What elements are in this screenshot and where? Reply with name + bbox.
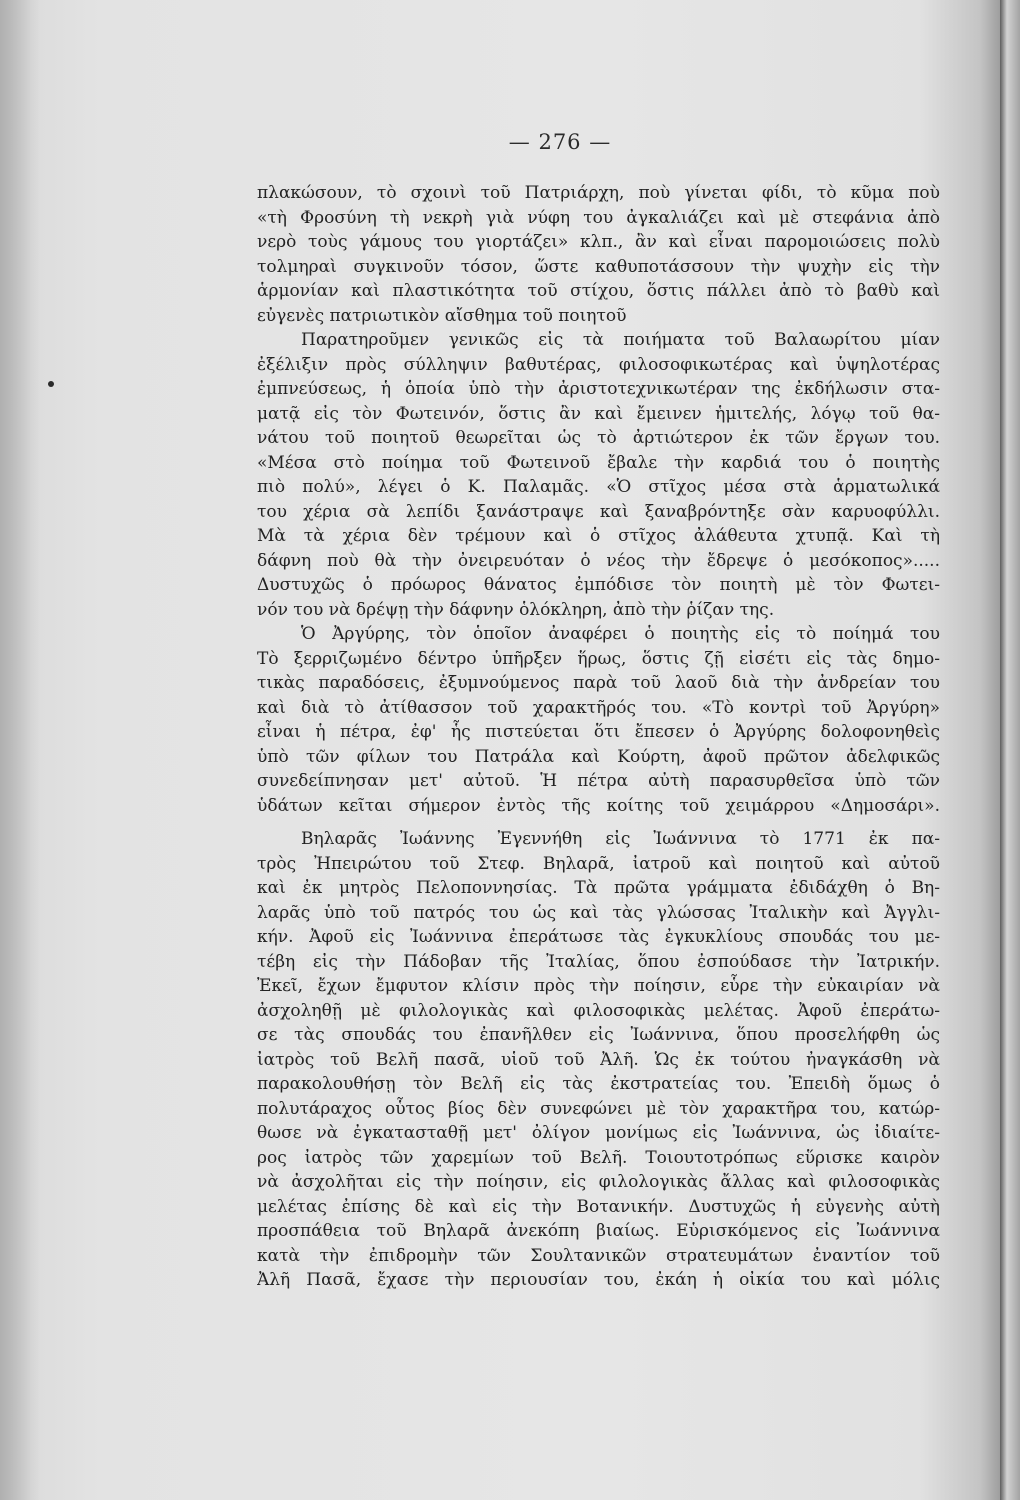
text-line: ὑδάτων κεῖται σήμερον ἐντὸς τῆς κοίτης τοῦ χειμάρρου «Δημοσάρι». [257, 795, 940, 816]
text-line: ἰατρὸς τοῦ Βελῆ πασᾶ, υἱοῦ τοῦ Ἀλῆ. Ὡς ἐκ τούτου ἠναγκάσθη νὰ [257, 1049, 940, 1070]
text-line: νερὸ τοὺς γάμους του γιορτάζει» κλπ., ἂν καὶ εἶναι παρομοιώσεις πολὺ [257, 232, 940, 252]
text-line: πιὸ πολύ», λέγει ὁ Κ. Παλαμᾶς. «Ὁ στῖχος μέσα στὰ ἁρματωλικά [257, 477, 940, 497]
text-line: παρακολουθήσῃ τὸν Βελῆ εἰς τὰς ἐκστρατείας του. Ἐπειδὴ ὅμως ὁ [257, 1074, 940, 1094]
text-line: προσπάθεια τοῦ Βηλαρᾶ ἀνεκόπη βιαίως. Εὑρισκόμενος εἰς Ἰωάννινα [257, 1221, 940, 1241]
text-line: εἶναι ἡ πέτρα, ἐφ' ἧς πιστεύεται ὅτι ἔπεσεν ὁ Ἀργύρης δολοφονηθεὶς [257, 722, 940, 742]
text-line: ἁρμονίαν καὶ πλαστικότητα τοῦ στίχου, ὅστις πάλλει ἀπὸ τὸ βαθὺ καὶ [257, 281, 940, 301]
text-line: Δυστυχῶς ὁ πρόωρος θάνατος ἐμπόδισε τὸν ποιητὴ μὲ τὸν Φωτει- [257, 575, 940, 595]
text-line: Μὰ τὰ χέρια δὲν τρέμουν καὶ ὁ στῖχος ἀλάθευτα χτυπᾷ. Καὶ τὴ [257, 526, 940, 546]
paragraph-gap [257, 818, 940, 827]
text-line: ὑπὸ τῶν φίλων του Πατράλα καὶ Κούρτη, ἀφοῦ πρῶτον ἀδελφικῶς [257, 746, 940, 767]
body-text [257, 181, 940, 1293]
text-line: ρος ἰατρὸς τῶν χαρεμίων τοῦ Βελῆ. Τοιουτοτρόπως εὕρισκε καιρὸν [257, 1147, 940, 1168]
text-line: πολυτάραχος οὗτος βίος δὲν συνεφώνει μὲ τὸν χαρακτῆρα του, κατώρ- [257, 1098, 940, 1119]
text-line: Παρατηροῦμεν γενικῶς εἰς τὰ ποιήματα τοῦ Βαλαωρίτου μίαν [301, 330, 940, 350]
text-line: νὰ ἀσχολῆται εἰς τὴν ποίησιν, εἰς φιλολογικὰς ἄλλας καὶ φιλοσοφικὰς [257, 1172, 940, 1192]
text-line: ματᾷ εἰς τὸν Φωτεινόν, ὅστις ἂν καὶ ἔμεινεν ἡμιτελής, λόγῳ τοῦ θα- [257, 403, 940, 424]
text-line: κατὰ τὴν ἐπιδρομὴν τῶν Σουλτανικῶν στρατευμάτων ἐναντίον τοῦ [257, 1245, 940, 1266]
text-line: Ἐκεῖ, ἔχων ἔμφυτον κλίσιν πρὸς τὴν ποίησιν, εὗρε τὴν εὐκαιρίαν νὰ [257, 976, 940, 996]
text-line: ἐμπνεύσεως, ἡ ὁποία ὑπὸ τὴν ἀριστοτεχνικωτέραν της ἐκδήλωσιν στα- [257, 379, 940, 399]
text-line: Τὸ ξερριζωμένο δέντρο ὑπῆρξεν ἥρως, ὅστις ζῇ εἰσέτι εἰς τὰς δημο- [257, 648, 940, 669]
text-line: σε τὰς σπουδάς του ἐπανῆλθεν εἰς Ἰωάννινα, ὅπου προσελήφθη ὡς [257, 1025, 940, 1045]
text-line: λαρᾶς ὑπὸ τοῦ πατρός του ὡς καὶ τὰς γλώσσας Ἰταλικὴν καὶ Ἀγγλι- [257, 902, 940, 923]
text-line: θωσε νὰ ἐγκατασταθῇ μετ' ὀλίγον μονίμως εἰς Ἰωάννινα, ὡς ἰδιαίτε- [257, 1123, 940, 1143]
text-line: συνεδείπνησαν μετ' αὐτοῦ. Ἡ πέτρα αὐτὴ παρασυρθεῖσα ὑπὸ τῶν [257, 771, 940, 791]
binding-shadow [0, 0, 40, 1500]
text-line: τικὰς παραδόσεις, ἐξυμνούμενος παρὰ τοῦ λαοῦ διὰ τὴν ἀνδρείαν του [257, 673, 940, 693]
text-line: κήν. Ἀφοῦ εἰς Ἰωάννινα ἐπεράτωσε τὰς ἐγκυκλίους σπουδάς του με- [257, 927, 940, 947]
text-line: τολμηραὶ συγκινοῦν τόσον, ὥστε καθυποτάσσουν τὴν ψυχὴν εἰς τὴν [257, 256, 940, 277]
ink-spot [48, 381, 54, 387]
text-line: πλακώσουν, τὸ σχοινὶ τοῦ Πατριάρχη, ποὺ γίνεται φίδι, τὸ κῦμα ποὺ [257, 183, 940, 203]
text-line: καὶ διὰ τὸ ἀτίθασσον τοῦ χαρακτῆρός του. «Τὸ κοντρὶ τοῦ Ἀργύρη» [257, 697, 940, 718]
text-line: τέβη εἰς τὴν Πάδοβαν τῆς Ἰταλίας, ὅπου ἐσπούδασε τὴν Ἰατρικήν. [257, 951, 940, 972]
text-line: ἐξέλιξιν πρὸς σύλληψιν βαθυτέρας, φιλοσοφικωτέρας καὶ ὑψηλοτέρας [257, 354, 940, 375]
text-line: δάφνη ποὺ θὰ τὴν ὀνειρευόταν ὁ νέος τὴν ἔδρεψε ὁ μεσόκοπος»..... [257, 550, 940, 571]
text-line: Ὁ Ἀργύρης, τὸν ὁποῖον ἀναφέρει ὁ ποιητὴς εἰς τὸ ποίημά του [301, 624, 940, 644]
text-line: του χέρια σὰ λεπίδι ξανάστραψε καὶ ξαναβρόντηξε σὰν καρυοφύλλι. [257, 501, 940, 522]
text-line: μελέτας ἐπίσης δὲ καὶ εἰς τὴν Βοτανικήν. Δυστυχῶς ἡ εὐγενὴς αὐτὴ [257, 1196, 940, 1217]
text-line: «Μέσα στὸ ποίημα τοῦ Φωτεινοῦ ἔβαλε τὴν καρδιά του ὁ ποιητὴς [257, 452, 940, 473]
text-line: νόν του νὰ δρέψῃ τὴν δάφνην ὁλόκληρη, ἀπὸ τὴν ῥίζαν της. [257, 599, 775, 620]
text-line: «τὴ Φροσύνη τὴ νεκρὴ γιὰ νύφη του ἀγκαλιάζει καὶ μὲ στεφάνια ἀπὸ [257, 207, 940, 228]
text-line: νάτου τοῦ ποιητοῦ θεωρεῖται ὡς τὸ ἀρτιώτερον ἐκ τῶν ἔργων του. [257, 428, 940, 448]
text-line: τρὸς Ἠπειρώτου τοῦ Στεφ. Βηλαρᾶ, ἰατροῦ καὶ ποιητοῦ καὶ αὐτοῦ [257, 853, 940, 874]
text-line: ἀσχοληθῇ μὲ φιλολογικὰς καὶ φιλοσοφικὰς μελέτας. Ἀφοῦ ἐπεράτω- [257, 1000, 940, 1021]
text-line: Ἀλῆ Πασᾶ, ἔχασε τὴν περιουσίαν του, ἐκάη ἡ οἰκία του καὶ μόλις [257, 1270, 940, 1290]
text-line: εὐγενὲς πατριωτικὸν αἴσθημα τοῦ ποιητοῦ [257, 305, 627, 326]
text-line: Βηλαρᾶς Ἰωάννης Ἐγεννήθη εἰς Ἰωάννινα τὸ 1771 ἐκ πα- [301, 829, 940, 849]
page-number: — 276 — [508, 130, 612, 154]
text-line: καὶ ἐκ μητρὸς Πελοποννησίας. Τὰ πρῶτα γράμματα ἐδιδάχθη ὁ Βη- [257, 878, 940, 898]
page-edge [1000, 0, 1020, 1500]
